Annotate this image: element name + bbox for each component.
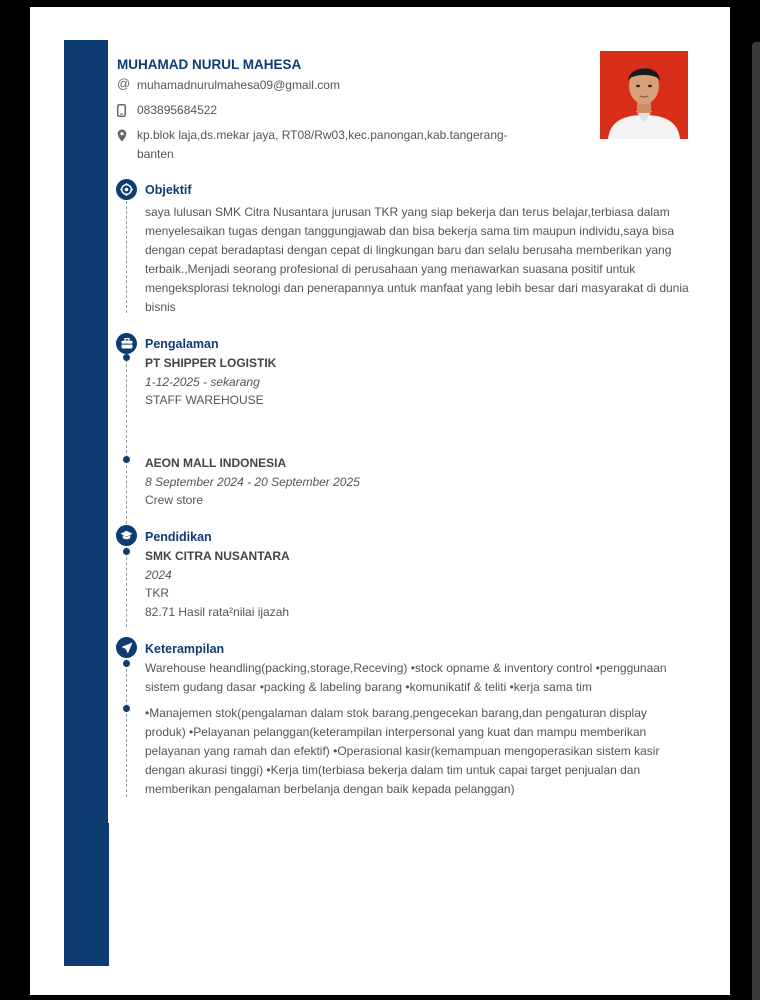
resume-page: [30, 7, 730, 995]
applicant-name: MUHAMAD NURUL MAHESA: [117, 57, 302, 72]
address-text: kp.blok laja,ds.mekar jaya, RT08/Rw03,kec.panongan,kab.tangerang-banten: [137, 128, 508, 161]
timeline-dot: [123, 354, 130, 361]
scrollbar[interactable]: [752, 42, 760, 1000]
job-period: 8 September 2024 - 20 September 2025: [145, 475, 360, 489]
location-pin-icon: [117, 126, 137, 142]
pengalaman-title: Pengalaman: [145, 337, 219, 351]
job-role: Crew store: [145, 493, 204, 507]
sidebar-accent-bar: [64, 40, 108, 823]
objektif-text: saya lulusan SMK Citra Nusantara jurusan TKR yang siap bekerja dan terus belajar,terbiasa dalam menyelesaikan tugas dengan tanggungjawab dan bisa bekerja sama tim maupun individu,saya bisa dengan cepat beradaptasi dengan cepat di lingkungan baru dan selalu berusaha memberikan yang terbaik.,Menjadi seorang profesional di perusahaan yang menawarkan suasana positif untuk mengeksplorasi teknologi dan penerapannya untuk manfaat yang lebih besar dari masyarakat di dunia bisnis: [145, 205, 689, 314]
objektif-timeline: [126, 201, 127, 313]
graduation-year: 2024: [145, 568, 172, 582]
rocket-icon: [116, 637, 137, 658]
briefcase-icon: [116, 333, 137, 354]
at-icon: @: [117, 76, 131, 91]
email-row: [117, 76, 537, 95]
objektif-title: Objektif: [145, 183, 192, 197]
major: TKR: [145, 586, 169, 600]
company-name: AEON MALL INDONESIA: [145, 456, 287, 470]
profile-photo: [600, 51, 688, 139]
school-name: SMK CITRA NUSANTARA: [145, 549, 290, 563]
timeline-dot: [123, 548, 130, 555]
timeline-dot: [123, 660, 130, 667]
score: 82.71 Hasil rata²nilai ijazah: [145, 605, 290, 619]
job-period: 1-12-2025 - sekarang: [145, 375, 260, 389]
graduation-cap-icon: [116, 525, 137, 546]
skill-item: Warehouse heandling(packing,storage,Receving) •stock opname & inventory control •penggunaan sistem gudang dasar •packing & labeling barang •komunikatif & teliti •kerja sama tim: [145, 661, 667, 694]
pengalaman-timeline: [126, 354, 127, 529]
phone-icon: [117, 101, 137, 117]
timeline-dot: [123, 456, 130, 463]
phone-row: [117, 101, 537, 120]
job-role: STAFF WAREHOUSE: [145, 393, 264, 407]
sidebar-accent-bar-lower: [64, 823, 109, 966]
company-name: PT SHIPPER LOGISTIK: [145, 356, 277, 370]
address-row: [117, 126, 537, 164]
keterampilan-timeline: [126, 659, 127, 797]
pendidikan-title: Pendidikan: [145, 530, 212, 544]
pendidikan-timeline: [126, 547, 127, 627]
skill-item: •Manajemen stok(pengalaman dalam stok barang,pengecekan barang,dan pengaturan display produk) •Pelayanan pelanggan(keterampilan interpersonal yang kuat dan mampu memberikan pelayanan yang ramah dan efektif) •Operasional kasir(kemampuan mengoperasikan sistem kasir dengan akurasi tinggi) •Kerja tim(terbiasa bekerja dalam tim untuk capai target penjualan dan memberikan pengalaman berbelanja dengan baik kepada pelanggan): [145, 706, 660, 796]
timeline-dot: [123, 705, 130, 712]
phone-text: 083895684522: [137, 103, 218, 117]
target-icon: [116, 179, 137, 200]
keterampilan-title: Keterampilan: [145, 642, 225, 656]
email-text: muhamadnurulmahesa09@gmail.com: [137, 78, 340, 92]
